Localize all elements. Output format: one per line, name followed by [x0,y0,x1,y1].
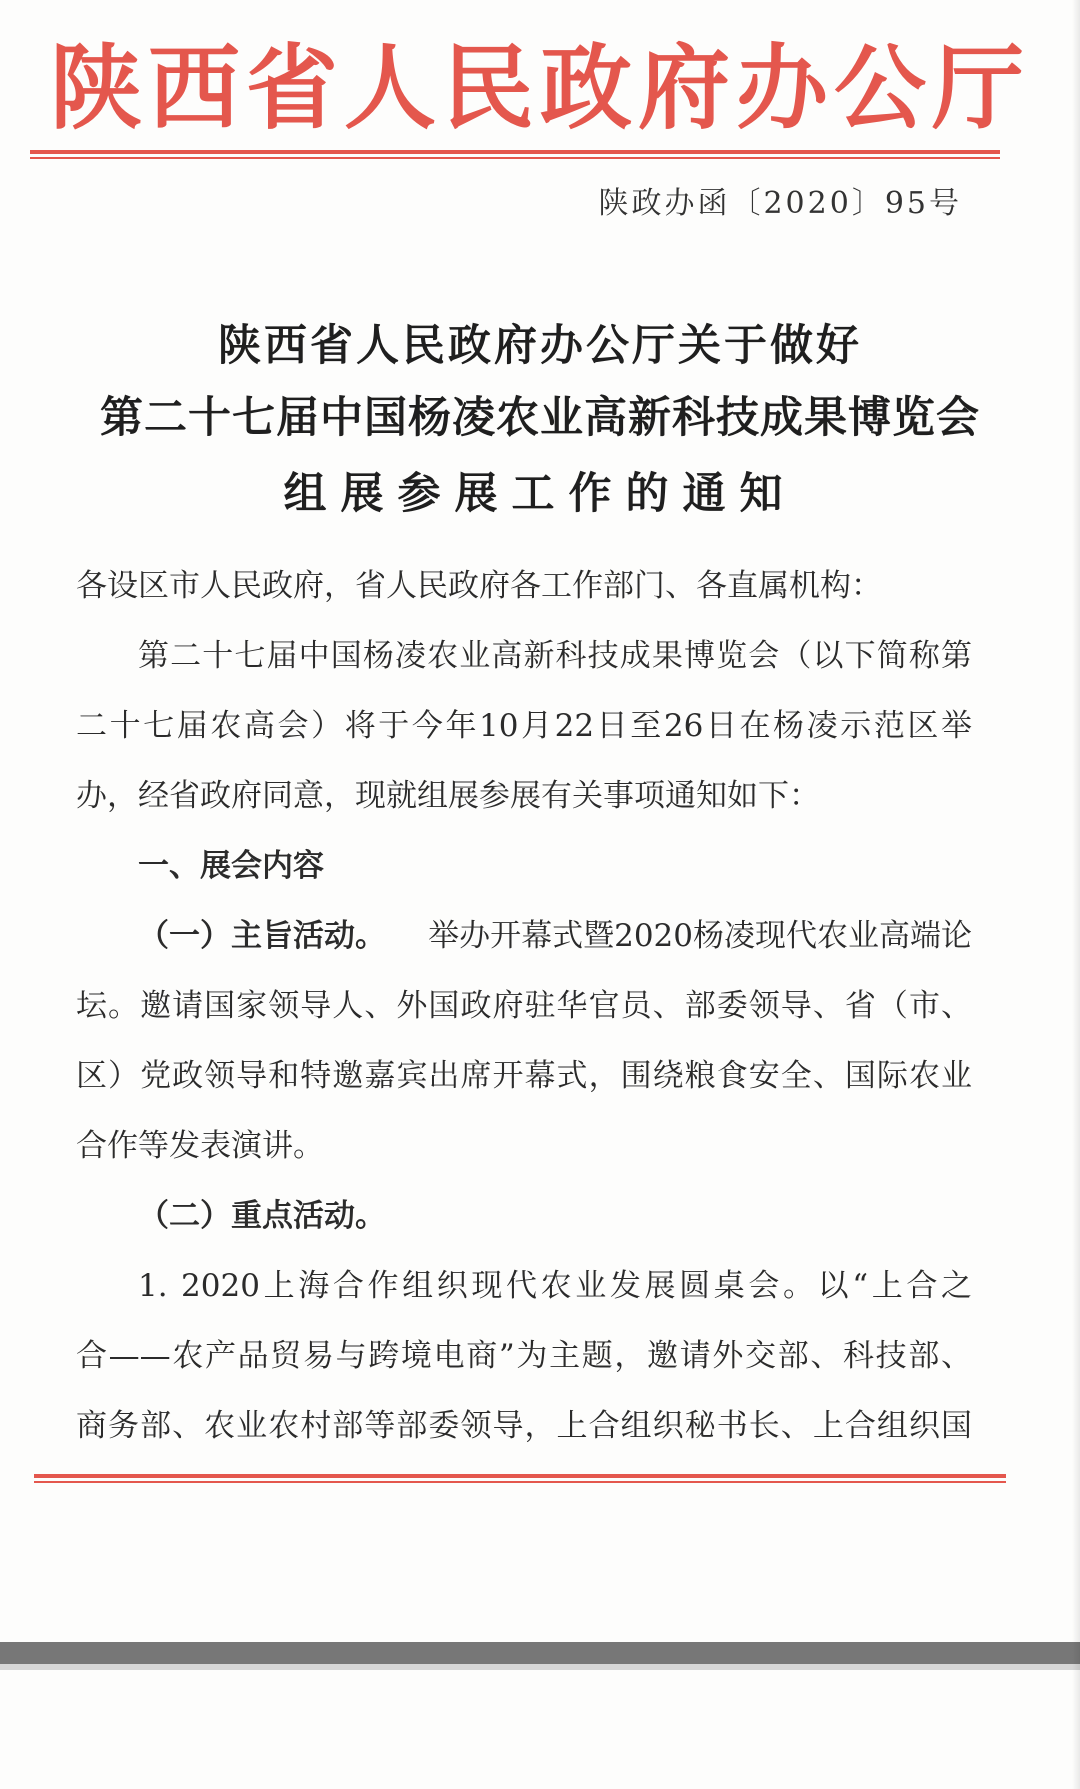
body-line: 二十七届农高会）将于今年10月22日至26日在杨凌示范区举 [76,708,972,744]
footer-rule-thin [34,1481,1006,1483]
letterhead-rule [30,150,1000,154]
body-line: 合——农产品贸易与跨境电商”为主题，邀请外交部、科技部、 [76,1338,972,1374]
body-text: 举办开幕式暨2020杨凌现代农业高端论 [428,918,972,954]
title-line-3: 组展参展工作的通知 [283,469,797,519]
salutation: 各设区市人民政府，省人民政府各工作部门、各直属机构： [76,568,882,604]
letterhead-title: 陕西省人民政府办公厅 [49,34,1030,142]
body-line: 第二十七届中国杨凌农业高新科技成果博览会（以下简称第 [138,638,972,674]
body-line: 区）党政领导和特邀嘉宾出席开幕式，围绕粮食安全、国际农业 [76,1058,972,1094]
subsection-heading: （一）主旨活动。 [138,918,386,954]
footer-rule [34,1474,1006,1478]
body-line: 合作等发表演讲。 [76,1128,324,1164]
document-number: 陕政办函〔2020〕95号 [598,186,962,221]
scan-divider-band [0,1642,1080,1664]
title-line-1: 陕西省人民政府办公厅关于做好 [218,321,862,371]
scan-divider-shadow [0,1664,1080,1670]
body-line: 办，经省政府同意，现就组展参展有关事项通知如下： [76,778,820,814]
body-line: 商务部、农业农村部等部委领导，上合组织秘书长、上合组织国 [76,1408,972,1444]
body-line: 1. 2020上海合作组织现代农业发展圆桌会。以“上合之 [138,1268,972,1304]
title-line-2: 第二十七届中国杨凌农业高新科技成果博览会 [100,393,980,443]
body-line [138,916,972,956]
page-edge-shadow [1072,0,1080,1789]
subsection-heading: （二）重点活动。 [138,1198,386,1234]
section-heading: 一、展会内容 [138,848,324,884]
letterhead-rule-thin [30,157,1000,159]
body-line: 坛。邀请国家领导人、外国政府驻华官员、部委领导、省（市、 [76,988,972,1024]
